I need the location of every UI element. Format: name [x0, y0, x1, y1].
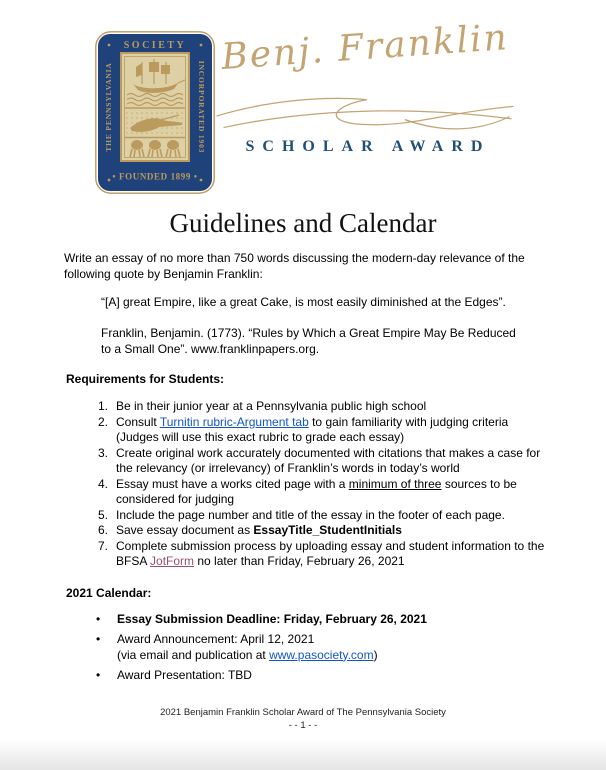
item-text: Be in their junior year at a Pennsylvania public high school [116, 399, 427, 413]
requirement-item [94, 477, 546, 508]
seal-top-text: SOCIETY [123, 40, 187, 51]
footer-title: 2021 Benjamin Franklin Scholar Award of The Pennsylvania Society [160, 707, 446, 718]
item-number: 4. [97, 476, 108, 491]
item-number: 1. [97, 399, 108, 413]
requirements-heading: Requirements for Students: [66, 372, 225, 386]
presentation-text: Award Presentation: TBD [117, 667, 252, 682]
calendar-item [96, 612, 546, 628]
requirement-item [94, 523, 546, 539]
pasociety-link[interactable]: www.pasociety.com [269, 647, 374, 662]
item-text: Create original work accurately documented with citations that makes a case for the relevancy (or irrelevancy) of Franklin’s words in today’s world [116, 445, 541, 475]
pennsylvania-society-seal-icon [95, 31, 215, 194]
intro-paragraph: Write an essay of no more than 750 words discussing the modern-day relevance of the following quote by Benjamin Franklin: [64, 251, 525, 281]
item-text-pre: Save essay document as [116, 523, 254, 537]
turnitin-rubric-link[interactable]: Turnitin rubric-Argument tab [159, 414, 309, 429]
page-footer [0, 706, 606, 732]
announcement-line1: Award Announcement: April 12, 2021 [117, 632, 315, 646]
announcement-line2-pre: (via email and publication at [117, 647, 270, 662]
item-text: Include the page number and title of the essay in the footer of each page. [116, 507, 505, 522]
signature-flourish-icon [214, 90, 516, 138]
requirement-item [94, 399, 546, 415]
item-text-post: to gain familiarity with judging criteria (Judges will use this exact rubric to grade each essay) [116, 414, 509, 444]
page-edge-shadow [0, 740, 606, 770]
jotform-link[interactable]: JotForm [150, 554, 195, 568]
calendar-item [96, 668, 546, 684]
seal-left-text: THE PENNSYLVANIA [104, 62, 113, 152]
item-text-post: sources to be considered for judging [116, 476, 517, 506]
item-text-post: no later than Friday, February 26, 2021 [194, 554, 405, 568]
item-number: 2. [97, 414, 108, 429]
bullet-glyph: • [96, 667, 101, 682]
bullet-glyph: • [96, 612, 101, 626]
requirement-item [94, 446, 546, 477]
page-title: Guidelines and Calendar [169, 208, 437, 238]
scholar-award-wordmark: SCHOLAR AWARD [245, 138, 491, 155]
item-text-pre: Consult [116, 414, 160, 429]
filename-format: EssayTitle_StudentInitials [253, 523, 402, 537]
requirement-item [94, 508, 546, 524]
item-number: 7. [97, 538, 108, 553]
franklin-signature [214, 17, 516, 138]
announcement-text [117, 632, 378, 663]
item-text [116, 415, 546, 446]
seal-right-text: INCORPORATED 1903 [197, 60, 206, 154]
calendar-item [96, 632, 546, 663]
item-text-pre: Essay must have a works cited page with a [116, 476, 349, 491]
calendar-heading: 2021 Calendar: [66, 586, 152, 600]
deadline-text: Essay Submission Deadline: Friday, February 26, 2021 [117, 612, 427, 626]
item-text-pre: Complete submission process by uploading essay and student information to the BFSA [116, 538, 545, 568]
item-number: 5. [97, 507, 108, 522]
franklin-quote: “[A] great Empire, like a great Cake, is most easily diminished at the Edges”. [101, 295, 506, 309]
announcement-line2-post: ) [373, 647, 378, 662]
franklin-signature-text: Benj. Franklin [219, 17, 510, 78]
item-number: 3. [97, 445, 108, 460]
item-number: 6. [97, 523, 108, 537]
item-text [116, 523, 546, 539]
minimum-sources-underline: minimum of three [348, 476, 442, 491]
requirement-item [94, 415, 546, 446]
bullet-glyph: • [96, 632, 101, 646]
requirement-item [94, 539, 546, 570]
seal-bottom-text: • FOUNDED 1899 • [112, 171, 198, 182]
requirements-list [94, 399, 546, 570]
item-text [116, 539, 546, 570]
item-text [116, 477, 546, 508]
quote-citation: Franklin, Benjamin. (1773). “Rules by Which a Great Empire May Be Reduced to a Small One”. www.franklinpapers.org. [101, 326, 516, 356]
calendar-list [96, 612, 546, 688]
footer-page-number: - - 1 - - [288, 720, 318, 731]
